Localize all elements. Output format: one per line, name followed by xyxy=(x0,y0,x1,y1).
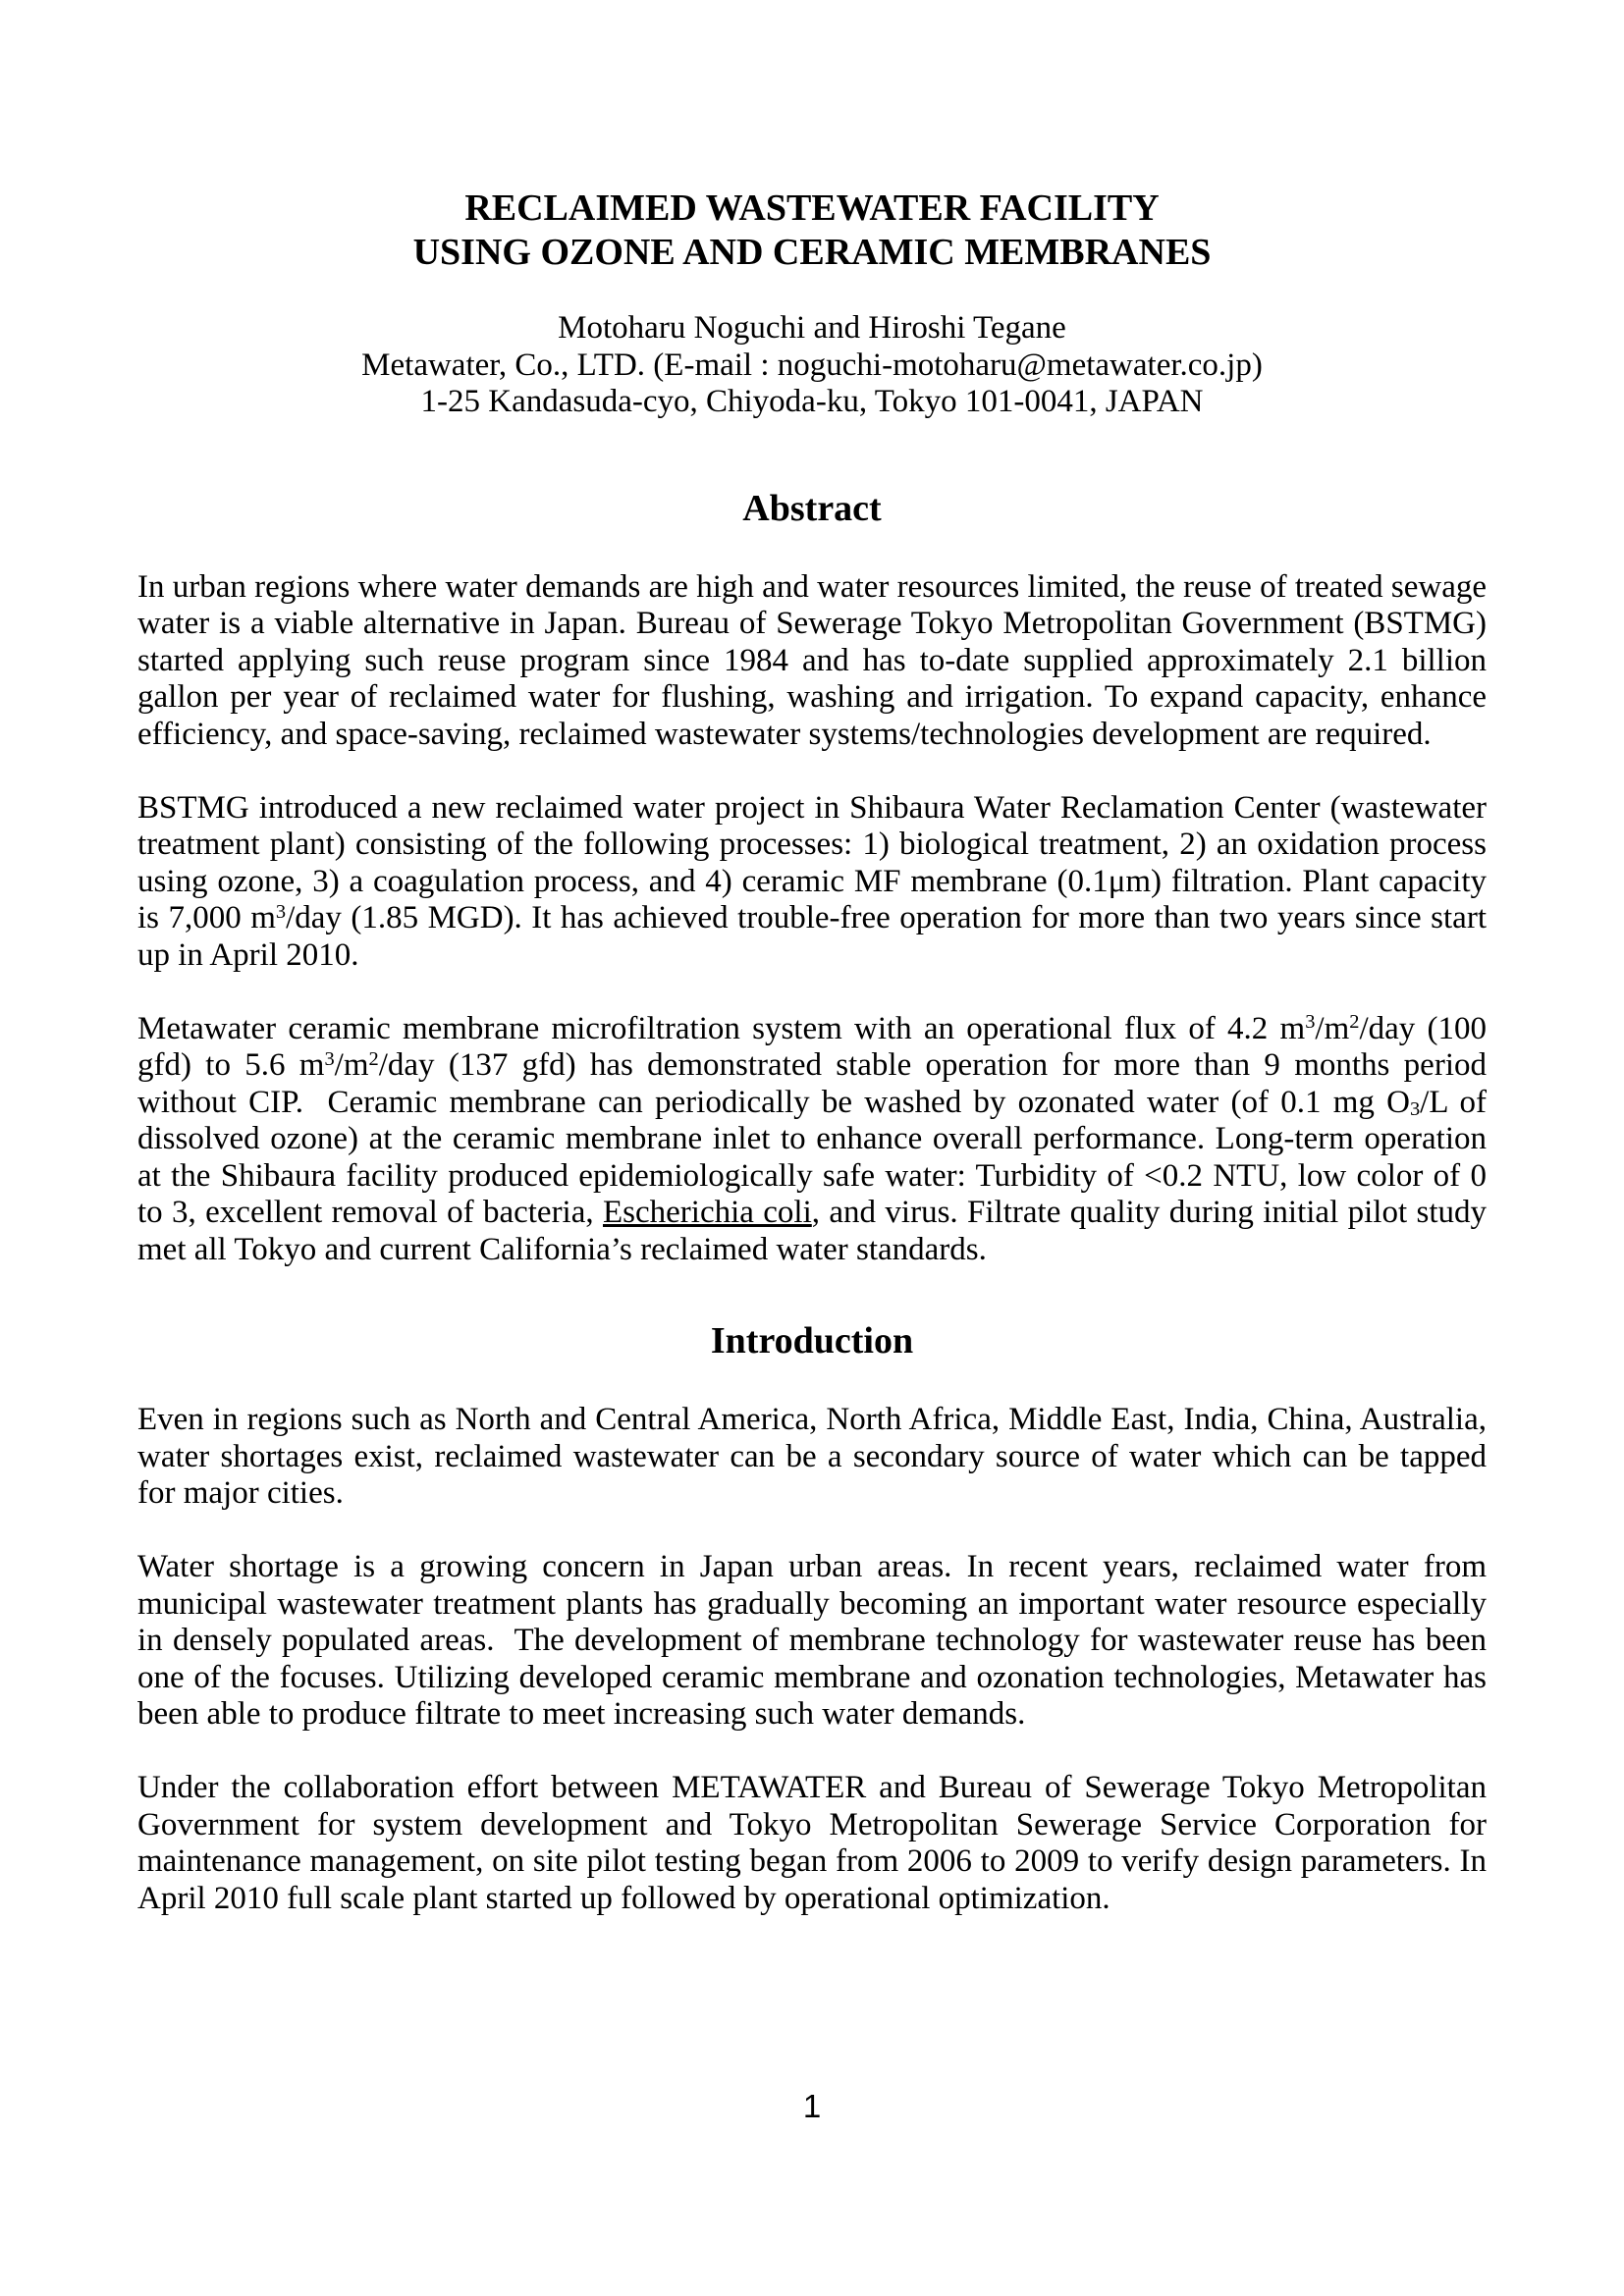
paragraph xyxy=(137,569,1487,754)
paragraph xyxy=(137,1011,1487,1269)
text-run: In urban regions where water demands are high and water resources limited, the reuse of treated sewage water is a viable alternative in Japan. Bureau of Sewerage Tokyo Metropolitan Government (BSTMG) started applying such reuse program since 1984 and has to-date supplied approximately 2.1 billion gallon per year of reclaimed water for flushing, washing and irrigation. To expand capacity, enhance efficiency, and space-saving, reclaimed wastewater systems/technologies development are required. xyxy=(137,568,1487,752)
paragraph xyxy=(137,1770,1487,1917)
text-run: /m xyxy=(334,1047,369,1083)
page-number: 1 xyxy=(802,2088,822,2124)
text-run: Even in regions such as North and Central America, North Africa, Middle East, India, China, Australia, water shortages exist, reclaimed wastewater can be a secondary source of water which can be tapped for major cities. xyxy=(137,1402,1487,1511)
text-run-sub: 3 xyxy=(1409,1098,1421,1121)
address: 1-25 Kandasuda-cyo, Chiyoda-ku, Tokyo 101-0041, JAPAN xyxy=(420,384,1204,419)
text-run-sup: 2 xyxy=(368,1047,379,1070)
section-heading-abstract: Abstract xyxy=(742,487,882,529)
paragraph xyxy=(137,790,1487,975)
text-run: Water shortage is a growing concern in Japan urban areas. In recent years, reclaimed water from municipal wastewater treatment plants has gradually becoming an important water resource especially in densely populated areas. The development of membrane technology for wastewater reuse has been one of the focuses. Utilizing developed ceramic membrane and ozonation technologies, Metawater has been able to produce filtrate to meet increasing such water demands. xyxy=(137,1549,1487,1732)
text-run: BSTMG introduced a new reclaimed water project in Shibaura Water Reclamation Center (wastewater treatment plant) consisting of the following processes: 1) biological treatment, 2) an oxidation process using ozone, 3) a coagulation process, and 4) ceramic MF membrane (0.1μm) filtration. Plant capacity is 7,000 m xyxy=(137,789,1487,935)
paper-title-line-2: USING OZONE AND CERAMIC MEMBRANES xyxy=(412,232,1212,273)
section-heading-introduction: Introduction xyxy=(710,1320,914,1362)
paper-title xyxy=(137,187,1487,275)
text-run: Under the collaboration effort between METAWATER and Bureau of Sewerage Tokyo Metropolitan Government for system development and Tokyo Metropolitan Sewerage Service Corporation for maintenance management, on site pilot testing began from 2006 to 2009 to verify design parameters. In April 2010 full scale plant started up followed by operational optimization. xyxy=(137,1770,1487,1916)
paragraph xyxy=(137,1549,1487,1734)
text-run: /L of dissolved ozone) at the ceramic membrane inlet to enhance overall performance. Long-term operation at the Shibaura facility produced epidemiologically safe water: Turbidity of <0.2 NTU, low color of 0 to 3, excellent removal of bacteria, xyxy=(137,1084,1487,1230)
text-run: /m xyxy=(1315,1010,1350,1046)
text-run: , and virus. Filtrate quality during initial pilot study met all Tokyo and current California’s reclaimed water standards. xyxy=(137,1195,1487,1267)
text-run-sup: 3 xyxy=(324,1047,335,1070)
document-body xyxy=(137,487,1487,1918)
authors: Motoharu Noguchi and Hiroshi Tegane xyxy=(558,310,1066,346)
author-block xyxy=(137,310,1487,421)
text-run-sup: 3 xyxy=(275,900,287,923)
text-run-underline: Escherichia coli xyxy=(603,1195,812,1230)
text-run: /day (137 gfd) has demonstrated stable operation for more than 9 months period without CIP. Ceramic membrane can periodically be washed by ozonated water (of 0.1 mg O xyxy=(137,1047,1487,1120)
text-run-sup: 2 xyxy=(1349,1011,1360,1034)
text-run-sup: 3 xyxy=(1305,1011,1316,1034)
text-run: /day (100 gfd) to 5.6 m xyxy=(137,1010,1487,1083)
text-run: Metawater ceramic membrane microfiltration system with an operational flux of 4.2 m xyxy=(137,1010,1306,1046)
paragraph xyxy=(137,1402,1487,1513)
paper-title-line-1: RECLAIMED WASTEWATER FACILITY xyxy=(464,187,1160,229)
affiliation: Metawater, Co., LTD. (E-mail : noguchi-motoharu@metawater.co.jp) xyxy=(361,347,1263,383)
text-run: /day (1.85 MGD). It has achieved trouble-free operation for more than two years since start up in April 2010. xyxy=(137,900,1487,973)
